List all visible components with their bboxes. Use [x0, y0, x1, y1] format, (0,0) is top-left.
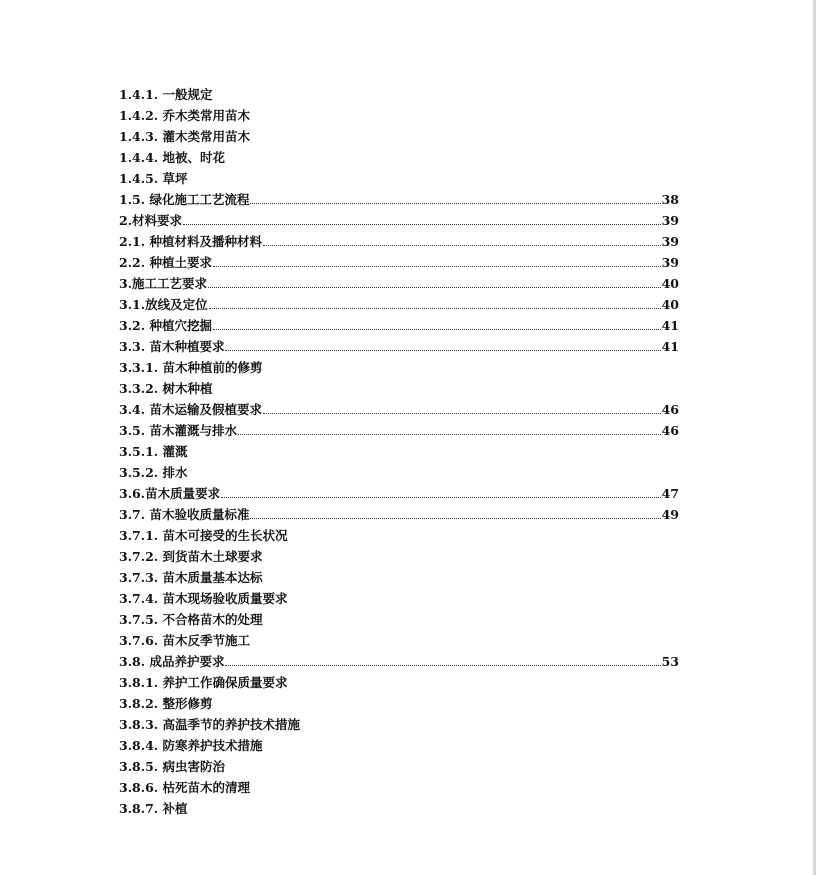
toc-entry-title: 1.5. 绿化施工工艺流程	[119, 192, 250, 207]
toc-page-number: 39	[661, 234, 679, 249]
toc-entry-title: 3.8.5. 病虫害防治	[119, 759, 225, 774]
toc-entry-title: 3.8.2. 整形修剪	[119, 696, 213, 711]
toc-entry-title: 3.8.4. 防寒养护技术措施	[119, 738, 263, 753]
toc-entry[interactable]	[119, 168, 679, 189]
toc-leader-dots	[250, 517, 660, 519]
toc-entry-title: 3.7.5. 不合格苗木的处理	[119, 612, 263, 627]
toc-page-number: 40	[661, 297, 679, 312]
toc-leader-dots	[183, 223, 661, 225]
toc-entry[interactable]	[119, 84, 679, 105]
toc-leader-dots	[208, 286, 661, 288]
toc-leader-dots	[209, 307, 661, 309]
toc-entry[interactable]	[119, 336, 679, 357]
table-of-contents	[119, 84, 679, 819]
toc-entry-title: 3.7.1. 苗木可接受的生长状况	[119, 528, 288, 543]
toc-entry[interactable]	[119, 231, 679, 252]
toc-page-number: 46	[661, 402, 679, 417]
toc-page-number: 38	[661, 192, 679, 207]
toc-entry[interactable]	[119, 630, 679, 651]
toc-entry[interactable]	[119, 105, 679, 126]
toc-leader-dots	[213, 328, 661, 330]
toc-page-number: 49	[661, 507, 679, 522]
toc-leader-dots	[225, 664, 660, 666]
toc-entry-title: 2.1. 种植材料及播种材料	[119, 234, 262, 249]
toc-entry[interactable]	[119, 651, 679, 672]
toc-entry[interactable]	[119, 672, 679, 693]
toc-entry-title: 1.4.3. 灌木类常用苗木	[119, 129, 251, 144]
toc-page-number: 41	[661, 318, 679, 333]
toc-entry-title: 3.3. 苗木种植要求	[119, 339, 225, 354]
toc-entry-title: 3.7.3. 苗木质量基本达标	[119, 570, 263, 585]
toc-entry-title: 3.5.1. 灌溉	[119, 444, 188, 459]
toc-entry-title: 3.1.放线及定位	[119, 297, 208, 312]
toc-page-number: 39	[661, 213, 679, 228]
toc-entry-title: 1.4.5. 草坪	[119, 171, 188, 186]
toc-entry[interactable]	[119, 210, 679, 231]
toc-entry-title: 3.3.2. 树木种植	[119, 381, 213, 396]
toc-leader-dots	[221, 496, 660, 498]
toc-page-number: 47	[661, 486, 679, 501]
toc-entry-title: 2.2. 种植土要求	[119, 255, 212, 270]
toc-entry[interactable]	[119, 441, 679, 462]
toc-entry[interactable]	[119, 462, 679, 483]
toc-page-number: 39	[661, 255, 679, 270]
toc-entry[interactable]	[119, 126, 679, 147]
toc-entry[interactable]	[119, 798, 679, 819]
toc-entry-title: 3.7. 苗木验收质量标准	[119, 507, 250, 522]
toc-entry[interactable]	[119, 357, 679, 378]
toc-entry[interactable]	[119, 546, 679, 567]
toc-entry-title: 3.6.苗木质量要求	[119, 486, 221, 501]
toc-entry-title: 3.8.3. 高温季节的养护技术措施	[119, 717, 301, 732]
toc-entry[interactable]	[119, 483, 679, 504]
toc-entry-title: 3.4. 苗木运输及假植要求	[119, 402, 262, 417]
toc-entry[interactable]	[119, 588, 679, 609]
toc-entry-title: 3.8.6. 枯死苗木的清理	[119, 780, 251, 795]
toc-entry[interactable]	[119, 777, 679, 798]
toc-leader-dots	[225, 349, 660, 351]
toc-page-number: 41	[661, 339, 679, 354]
toc-entry[interactable]	[119, 294, 679, 315]
toc-entry-title: 3.3.1. 苗木种植前的修剪	[119, 360, 263, 375]
toc-page-number: 40	[661, 276, 679, 291]
toc-entry[interactable]	[119, 735, 679, 756]
toc-entry-title: 3.8.1. 养护工作确保质量要求	[119, 675, 288, 690]
toc-entry[interactable]	[119, 525, 679, 546]
toc-entry[interactable]	[119, 609, 679, 630]
toc-page-number: 53	[661, 654, 679, 669]
toc-entry-title: 3.7.6. 苗木反季节施工	[119, 633, 251, 648]
toc-entry-title: 3.施工工艺要求	[119, 276, 208, 291]
toc-entry[interactable]	[119, 252, 679, 273]
toc-entry-title: 3.5. 苗木灌溉与排水	[119, 423, 237, 438]
toc-entry[interactable]	[119, 714, 679, 735]
toc-entry-title: 1.4.4. 地被、时花	[119, 150, 225, 165]
toc-entry[interactable]	[119, 420, 679, 441]
toc-entry-title: 3.7.2. 到货苗木土球要求	[119, 549, 263, 564]
toc-entry[interactable]	[119, 273, 679, 294]
toc-entry[interactable]	[119, 504, 679, 525]
toc-entry-title: 3.7.4. 苗木现场验收质量要求	[119, 591, 288, 606]
toc-entry[interactable]	[119, 693, 679, 714]
toc-entry-title: 3.2. 种植穴挖掘	[119, 318, 212, 333]
toc-entry[interactable]	[119, 378, 679, 399]
toc-entry[interactable]	[119, 189, 679, 210]
toc-entry-title: 3.8. 成品养护要求	[119, 654, 225, 669]
toc-page-number: 46	[661, 423, 679, 438]
toc-entry[interactable]	[119, 147, 679, 168]
toc-leader-dots	[238, 433, 661, 435]
toc-entry-title: 1.4.2. 乔木类常用苗木	[119, 108, 251, 123]
toc-entry[interactable]	[119, 315, 679, 336]
toc-entry-title: 2.材料要求	[119, 213, 183, 228]
toc-entry-title: 3.5.2. 排水	[119, 465, 188, 480]
toc-leader-dots	[213, 265, 661, 267]
toc-leader-dots	[263, 412, 661, 414]
toc-leader-dots	[263, 244, 661, 246]
toc-entry-title: 3.8.7. 补植	[119, 801, 188, 816]
toc-entry[interactable]	[119, 567, 679, 588]
toc-entry-title: 1.4.1. 一般规定	[119, 87, 213, 102]
toc-entry[interactable]	[119, 756, 679, 777]
toc-entry[interactable]	[119, 399, 679, 420]
toc-leader-dots	[250, 202, 660, 204]
